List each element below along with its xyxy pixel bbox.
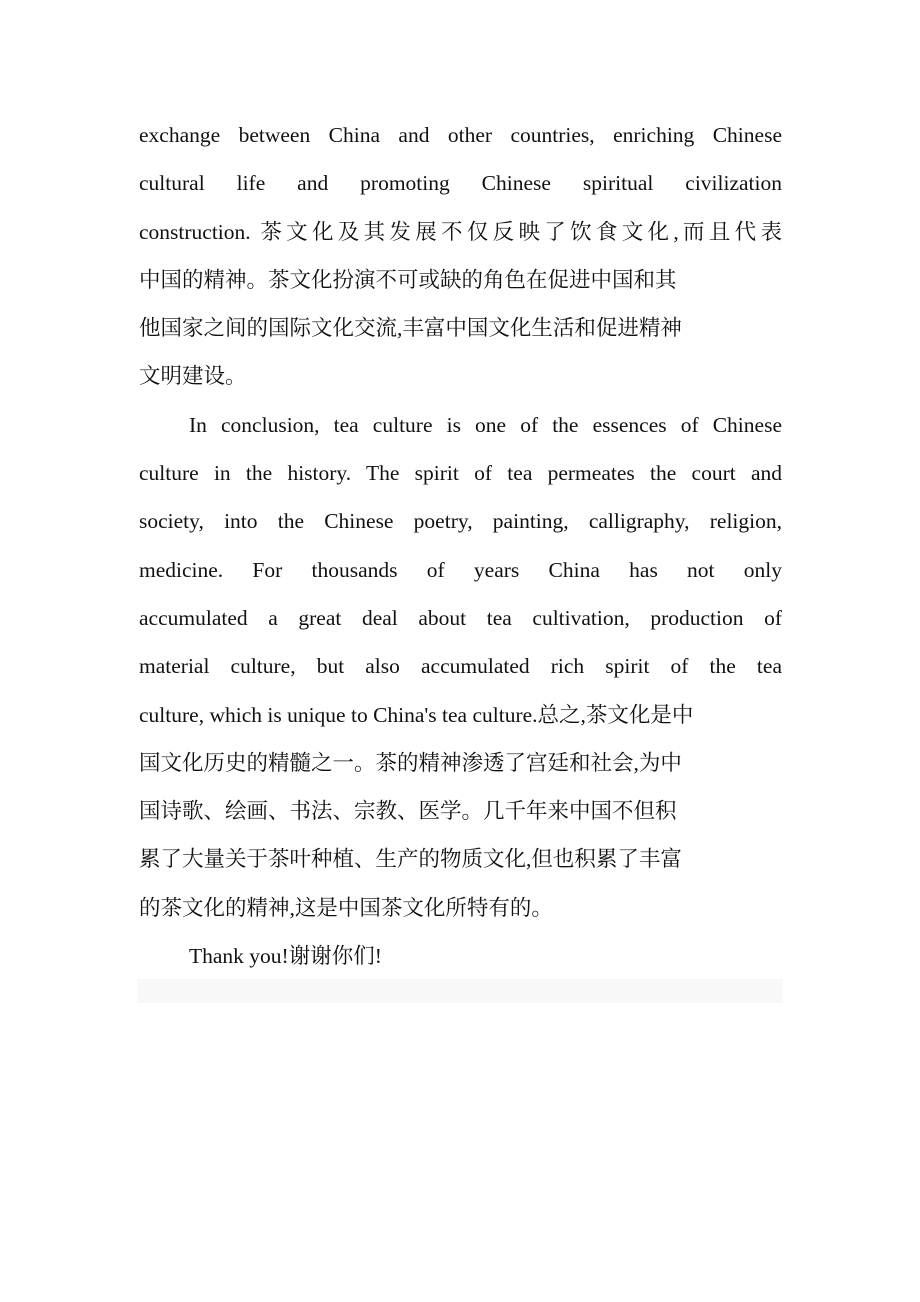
closing-line: Thank you!谢谢你们! xyxy=(189,944,382,969)
text-line: 他国家之间的国际文化交流,丰富中国文化生活和促进精神 xyxy=(139,316,682,341)
text-line: construction. 茶文化及其发展不仅反映了饮食文化,而且代表 xyxy=(139,219,782,244)
paragraph-closing xyxy=(139,932,782,980)
text-line: society, into the Chinese poetry, painting, calligraphy, religion, xyxy=(139,509,782,534)
text-line: medicine. For thousands of years China has not only xyxy=(139,557,782,582)
text-line: 国诗歌、绘画、书法、宗教、医学。几千年来中国不但积 xyxy=(139,799,677,824)
document-body xyxy=(139,111,782,980)
text-line: 的茶文化的精神,这是中国茶文化所特有的。 xyxy=(139,895,553,920)
text-line: exchange between China and other countries, enriching Chinese xyxy=(139,123,782,147)
text-line: In conclusion, tea culture is one of the essences of Chinese xyxy=(189,412,782,437)
text-line: 国文化历史的精髓之一。茶的精神渗透了宫廷和社会,为中 xyxy=(139,750,682,775)
text-line: 中国的精神。茶文化扮演不可或缺的角色在促进中国和其 xyxy=(139,267,677,292)
paragraph-conclusion xyxy=(139,401,782,932)
text-line: accumulated a great deal about tea cultivation, production of xyxy=(139,605,782,630)
text-line: 累了大量关于茶叶种植、生产的物质文化,但也积累了丰富 xyxy=(139,847,682,872)
text-line: culture, which is unique to China's tea culture.总之,茶文化是中 xyxy=(139,702,694,727)
text-line: cultural life and promoting Chinese spiritual civilization xyxy=(139,171,782,196)
text-line: culture in the history. The spirit of tea permeates the court and xyxy=(139,461,782,486)
paragraph-exchange xyxy=(139,111,782,401)
text-line: material culture, but also accumulated rich spirit of the tea xyxy=(139,654,782,679)
text-line: 文明建设。 xyxy=(139,364,247,389)
footer-shade xyxy=(137,979,783,1003)
